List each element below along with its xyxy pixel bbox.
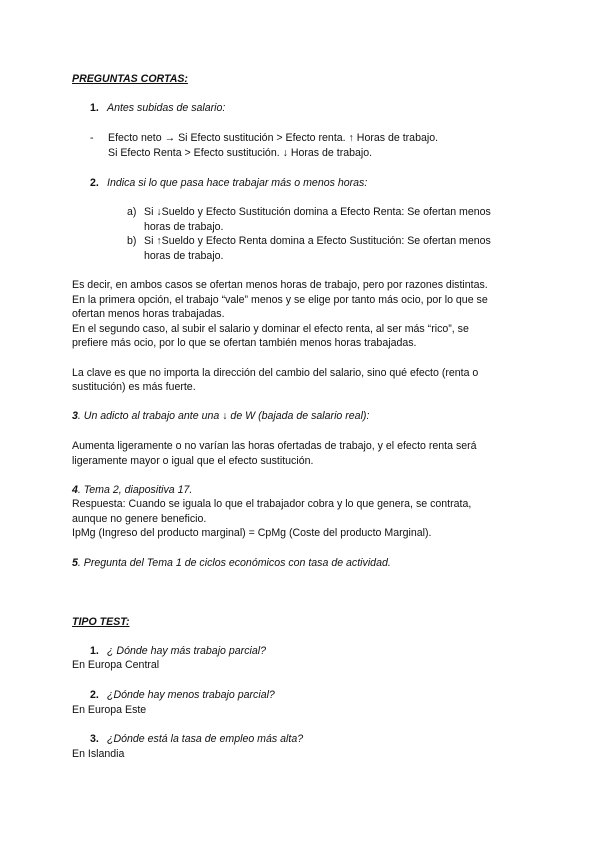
list-item-a-line-1: Si ↓Sueldo y Efecto Sustitución domina a Efecto Renta: Se ofertan menos [144,206,491,218]
test-question-2-number: 2. [90,689,99,701]
list-item-b-line-2: horas de trabajo. [144,250,224,262]
answer-1-dash: - [90,132,94,144]
paragraph-line: sustitución) es más fuerte. [72,381,196,393]
test-question-1 [90,644,266,659]
question-2-number: 2. [90,177,99,189]
answer-4-line: aunque no genere beneficio. [72,513,207,525]
list-item-b-line-1: Si ↑Sueldo y Efecto Renta domina a Efecto Sustitución: Se ofertan menos [144,235,491,247]
question-1-text: Antes subidas de salario: [107,102,226,114]
answer-1-line-1: Efecto neto → Si Efecto sustitución > Efecto renta. ↑ Horas de trabajo. [108,132,439,144]
test-answer-1: En Europa Central [72,659,160,671]
test-question-3-text: ¿Dónde está la tasa de empleo más alta? [107,733,304,745]
question-5-number: 5 [72,557,78,569]
question-4-text: . Tema 2, diapositiva 17. [77,484,193,496]
list-item-b-marker: b) [127,235,137,247]
section-title-test: TIPO TEST: [72,616,130,628]
paragraph-line: prefiere más ocio, por lo que se ofertan también menos horas trabajadas. [72,337,417,349]
question-5 [72,556,391,571]
question-1 [90,101,225,116]
test-answer-3: En Islandia [72,748,125,760]
answer-4-line: Respuesta: Cuando se iguala lo que el trabajador cobra y lo que genera, se contrata, [72,498,472,510]
test-answer-2: En Europa Este [72,704,147,716]
question-1-number: 1. [90,102,99,114]
answer-1-line-2: Si Efecto Renta > Efecto sustitución. ↓ Horas de trabajo. [108,147,373,159]
question-4-number: 4 [72,484,78,496]
question-5-text: . Pregunta del Tema 1 de ciclos económicos con tasa de actividad. [77,557,391,569]
paragraph-line: La clave es que no importa la dirección del cambio del salario, sino qué efecto (renta o [72,367,479,379]
test-question-2 [90,688,275,703]
question-3-text: . Un adicto al trabajo ante una ↓ de W (bajada de salario real): [77,410,370,422]
paragraph-line: En la primera opción, el trabajo “vale” menos y se elige por tanto más ocio, por lo que se [72,294,488,306]
test-question-3-number: 3. [90,733,99,745]
answer-3-line: Aumenta ligeramente o no varían las horas ofertadas de trabajo, y el efecto renta será [72,440,477,452]
test-question-1-number: 1. [90,645,99,657]
question-4 [72,483,192,498]
section-title-short-questions: PREGUNTAS CORTAS: [72,73,188,85]
paragraph-line: ofertan menos horas trabajadas. [72,308,225,320]
question-3 [72,409,369,424]
paragraph-line: Es decir, en ambos casos se ofertan menos horas de trabajo, pero por razones distintas. [72,279,488,291]
question-2 [90,176,367,191]
test-question-3 [90,732,303,747]
answer-4-line: IpMg (Ingreso del producto marginal) = CpMg (Coste del producto Marginal). [72,527,432,539]
answer-3-line: ligeramente mayor o igual que el efecto sustitución. [72,455,314,467]
list-item-a-line-2: horas de trabajo. [144,221,224,233]
paragraph-line: En el segundo caso, al subir el salario y dominar el efecto renta, al ser más “rico”, se [72,323,469,335]
test-question-2-text: ¿Dónde hay menos trabajo parcial? [107,689,275,701]
question-3-number: 3 [72,410,78,422]
test-question-1-text: ¿ Dónde hay más trabajo parcial? [107,645,266,657]
list-item-a-marker: a) [127,206,137,218]
question-2-text: Indica si lo que pasa hace trabajar más o menos horas: [107,177,368,189]
